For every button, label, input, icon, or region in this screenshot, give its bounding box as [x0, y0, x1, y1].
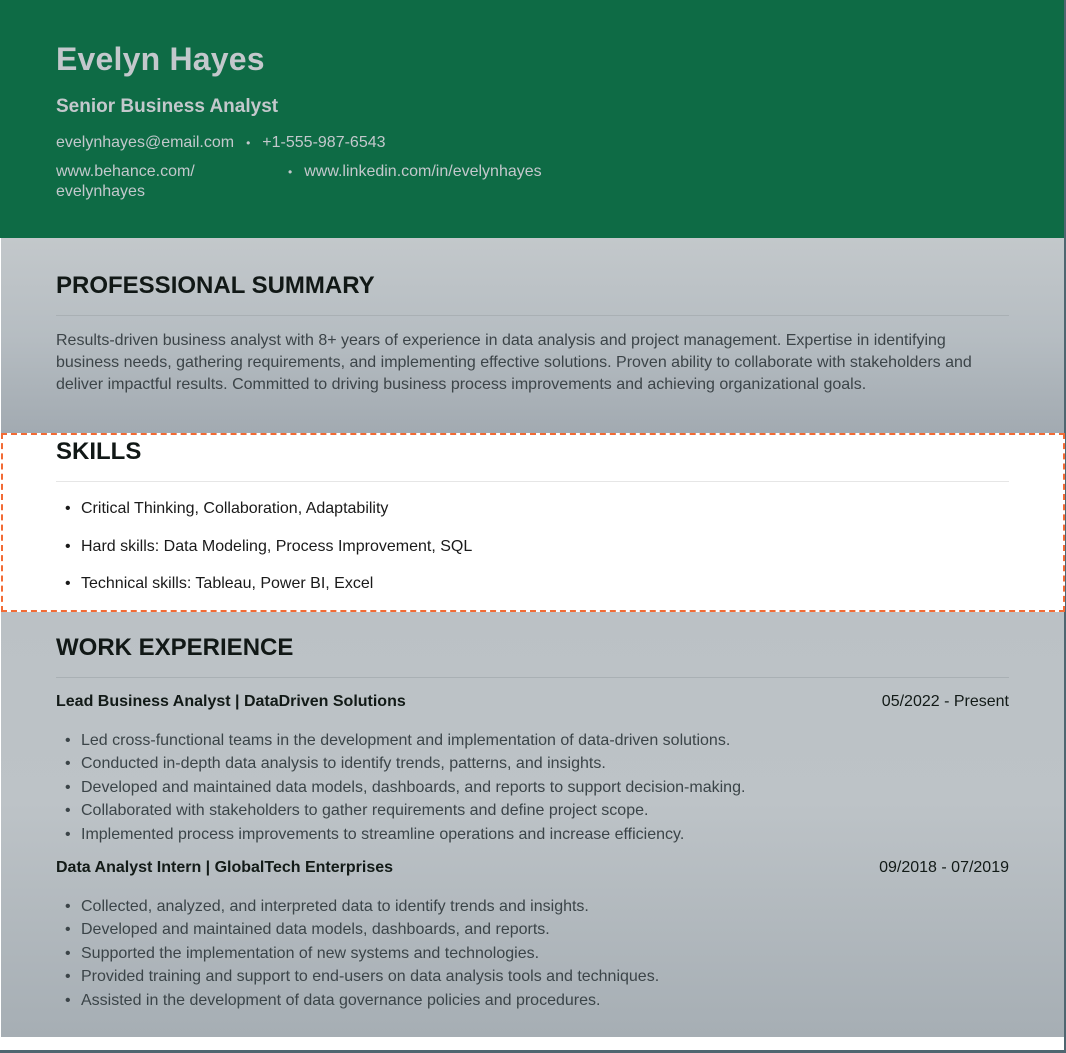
skills-list	[56, 499, 1009, 594]
contact-row-1	[56, 133, 1064, 153]
work-experience-section	[56, 634, 1009, 1012]
section-divider	[56, 315, 1009, 316]
summary-text: Results-driven business analyst with 8+ years of experience in data analysis and project management. Expertise in identifying business needs, gathering requirements, and implementing effective solutions. Proven ability to collaborate with stakeholders and deliver impactful results. Committed to driving business process improvements and achieving organizational goals.	[56, 332, 972, 393]
linkedin-link[interactable]: www.linkedin.com/in/evelynhayes	[304, 163, 542, 180]
candidate-name: Evelyn Hayes	[56, 41, 265, 77]
skill-item: • Technical skills: Tableau, Power BI, Excel	[56, 574, 1009, 594]
job-bullet: • Developed and maintained data models, dashboards, and reports to support decision-making.	[56, 776, 1009, 799]
job-bullets	[56, 895, 1009, 1012]
behance-line-1: www.behance.com/	[56, 163, 195, 180]
job-bullets	[56, 729, 1009, 846]
work-heading: WORK EXPERIENCE	[56, 634, 294, 661]
contact-row-2	[56, 162, 1064, 202]
job-title: Lead Business Analyst | DataDriven Solutions	[56, 693, 406, 710]
email-link[interactable]: evelynhayes@email.com	[56, 134, 235, 151]
job-bullet: • Assisted in the development of data governance policies and procedures.	[56, 989, 1009, 1012]
separator-dot: •	[246, 136, 251, 150]
candidate-title: Senior Business Analyst	[56, 96, 279, 117]
section-divider	[56, 677, 1009, 678]
job-bullet: • Developed and maintained data models, dashboards, and reports.	[56, 918, 1009, 941]
section-divider	[56, 481, 1009, 482]
job-bullet: • Led cross-functional teams in the development and implementation of data-driven solutions.	[56, 729, 1009, 752]
job-bullet: • Collected, analyzed, and interpreted data to identify trends and insights.	[56, 895, 1009, 918]
job-title: Data Analyst Intern | GlobalTech Enterprises	[56, 859, 394, 877]
job-bullet: • Conducted in-depth data analysis to identify trends, patterns, and insights.	[56, 752, 1009, 775]
skill-item: • Hard skills: Data Modeling, Process Improvement, SQL	[56, 537, 1009, 557]
behance-link[interactable]	[56, 162, 281, 202]
job-bullet: • Implemented process improvements to streamline operations and increase efficiency.	[56, 823, 1009, 846]
job-header	[56, 858, 1009, 878]
job-bullet: • Collaborated with stakeholders to gather requirements and define project scope.	[56, 799, 1009, 822]
job-dates: 09/2018 - 07/2019	[879, 859, 1009, 877]
behance-line-2: evelynhayes	[56, 183, 145, 200]
resume-header	[0, 0, 1064, 238]
job-header	[56, 692, 1009, 712]
job-entry	[56, 692, 1009, 846]
summary-heading: PROFESSIONAL SUMMARY	[56, 272, 375, 299]
skills-section[interactable]	[56, 438, 1009, 612]
professional-summary-section	[56, 272, 1009, 396]
job-entry	[56, 858, 1009, 1012]
skill-item: • Critical Thinking, Collaboration, Adaptability	[56, 499, 1009, 519]
job-bullet: • Supported the implementation of new systems and technologies.	[56, 942, 1009, 965]
job-dates: 05/2022 - Present	[881, 693, 1009, 710]
separator-dot: •	[288, 165, 293, 179]
phone-text: +1-555-987-6543	[262, 134, 386, 151]
skills-heading: SKILLS	[56, 438, 142, 465]
job-bullet: • Provided training and support to end-users on data analysis tools and techniques.	[56, 965, 1009, 988]
